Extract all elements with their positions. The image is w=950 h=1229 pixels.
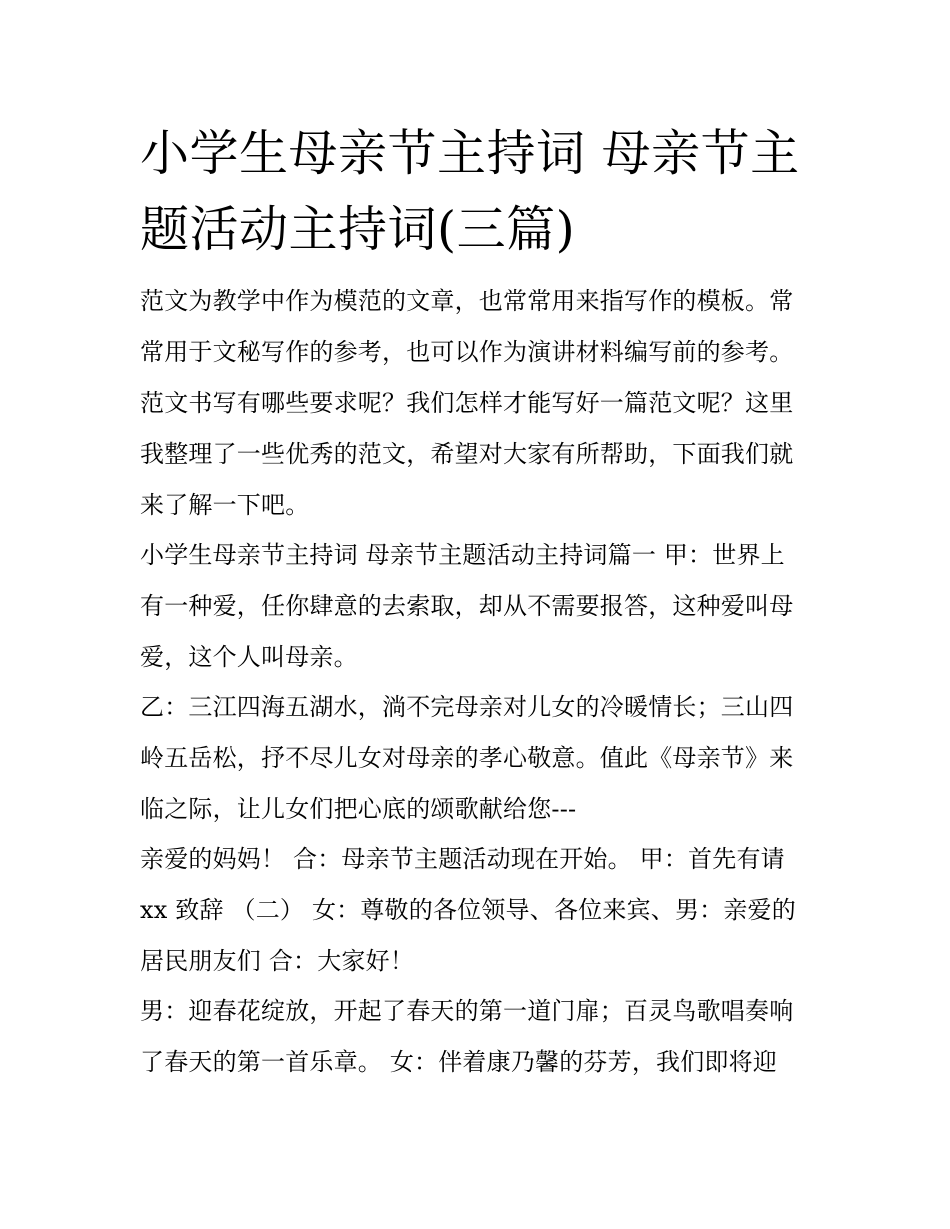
text-line: xx 致辞 （二） 女：尊敬的各位领导、各位来宾、男：亲爱的 xyxy=(140,896,796,924)
text-line: 临之际，让儿女们把心底的颂歌献给您--- xyxy=(140,795,577,823)
text-line: 爱，这个人叫母亲。 xyxy=(140,643,358,671)
paragraph-opening xyxy=(140,834,820,987)
text-line: 我整理了一些优秀的范文，希望对大家有所帮助，下面我们就 xyxy=(140,440,794,468)
title-line: 小学生母亲节主持词 母亲节主 xyxy=(140,125,800,182)
text-line: 居民朋友们 合：大家好！ xyxy=(140,947,415,975)
text-line: 来了解一下吧。 xyxy=(140,491,310,519)
document-title xyxy=(140,116,820,268)
text-line: 了春天的第一首乐章。 女：伴着康乃馨的芬芳，我们即将迎 xyxy=(140,1048,778,1076)
text-line: 男：迎春花绽放，开起了春天的第一道门扉；百灵鸟歌唱奏响 xyxy=(140,997,794,1025)
text-line: 范文为教学中作为模范的文章，也常常用来指写作的模板。常 xyxy=(140,287,794,315)
title-line: 题活动主持词(三篇) xyxy=(140,201,576,258)
paragraph-speaker-b xyxy=(140,682,820,835)
paragraph-spring xyxy=(140,986,820,1088)
text-line: 亲爱的妈妈！ 合：母亲节主题活动现在开始。 甲：首先有请 xyxy=(140,845,785,873)
text-line: 乙：三江四海五湖水，淌不完母亲对儿女的冷暖情长；三山四 xyxy=(140,693,794,721)
text-line: 小学生母亲节主持词 母亲节主题活动主持词篇一 甲：世界上 xyxy=(140,541,785,569)
paragraph-intro xyxy=(140,276,820,531)
text-line: 范文书写有哪些要求呢？我们怎样才能写好一篇范文呢？这里 xyxy=(140,389,794,417)
text-line: 常用于文秘写作的参考，也可以作为演讲材料编写前的参考。 xyxy=(140,338,794,366)
text-line: 有一种爱，任你肆意的去索取，却从不需要报答，这种爱叫母 xyxy=(140,592,794,620)
paragraph-article-one xyxy=(140,530,820,683)
text-line: 岭五岳松，抒不尽儿女对母亲的孝心敬意。值此《母亲节》来 xyxy=(140,744,794,772)
document-body xyxy=(140,276,820,1087)
